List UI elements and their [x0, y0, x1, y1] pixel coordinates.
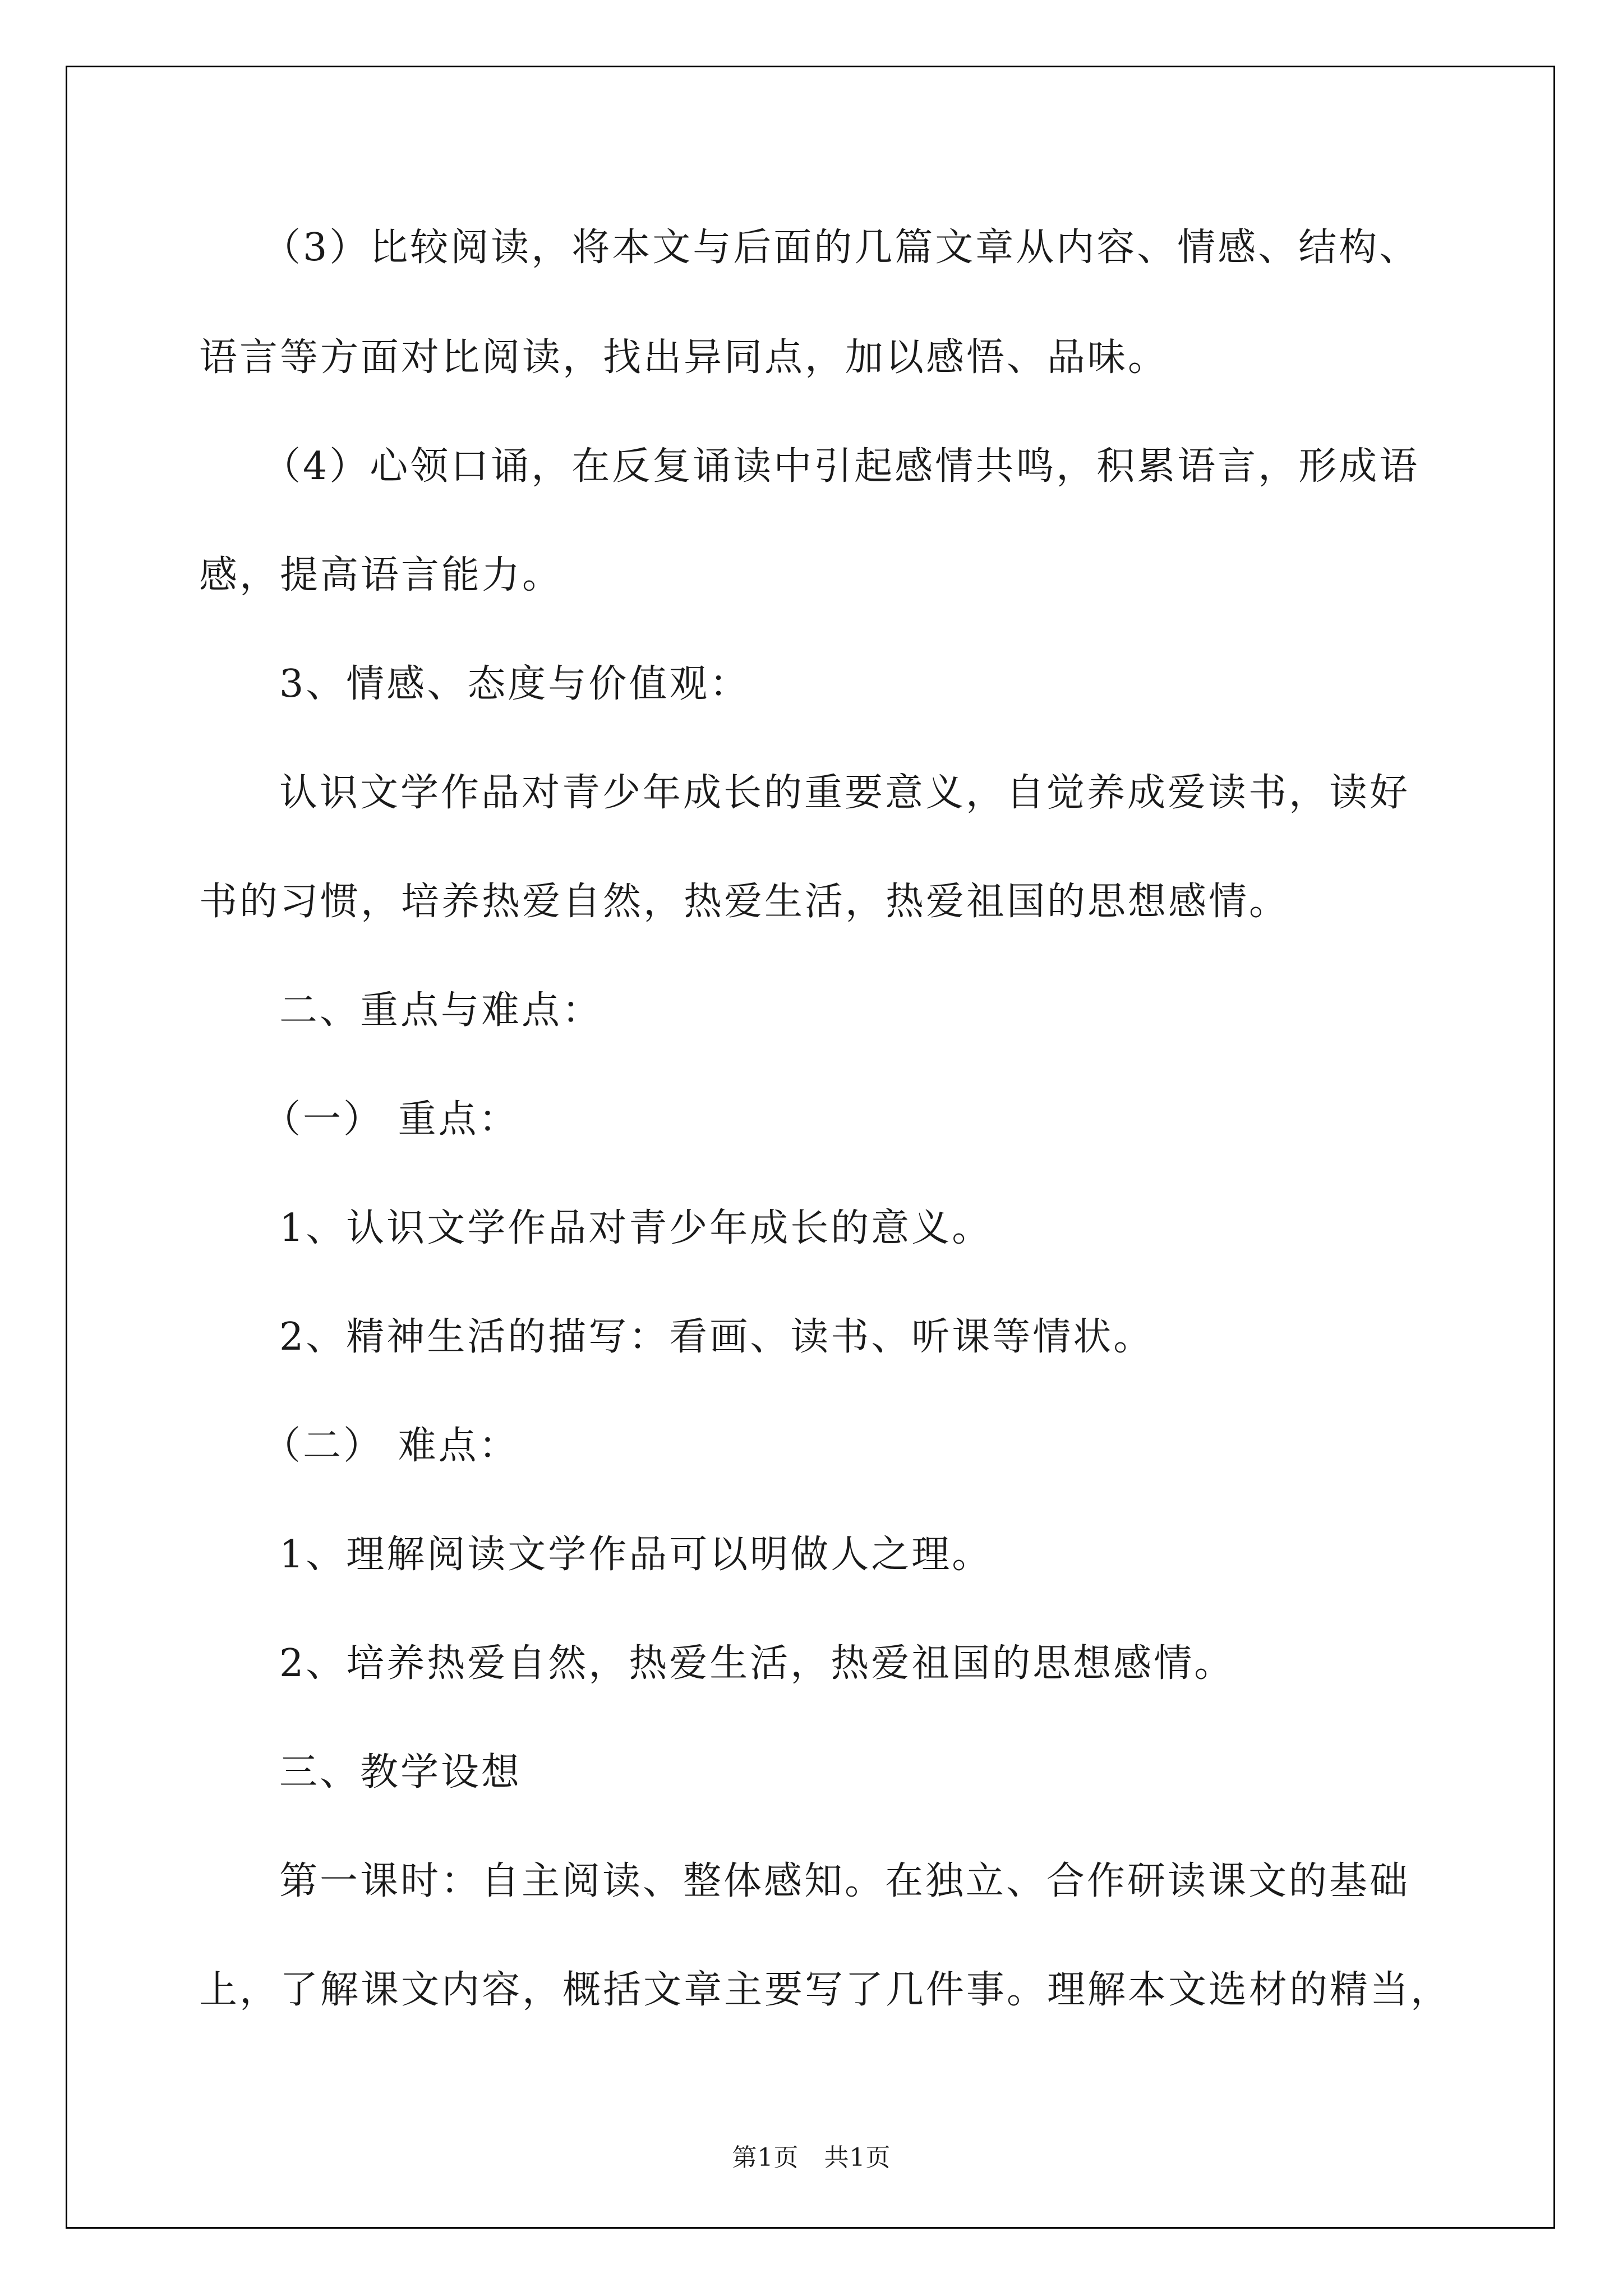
- section-heading: 二、重点与难点：: [279, 988, 603, 1033]
- text-line: （3）比较阅读，将本文与后面的几篇文章从内容、情感、结构、: [262, 226, 1420, 270]
- text-line: 第一课时：自主阅读、整体感知。在独立、合作研读课文的基础: [279, 1859, 1410, 1903]
- text-line: 认识文学作品对青少年成长的重要意义，自觉养成爱读书，读好: [279, 771, 1410, 815]
- text-line: 书的习惯，培养热爱自然，热爱生活，热爱祖国的思想感情。: [199, 880, 1290, 924]
- text-line: （4）心领口诵，在反复诵读中引起感情共鸣，积累语言，形成语: [262, 444, 1420, 489]
- text-line: 语言等方面对比阅读，找出异同点，加以感悟、品味。: [199, 335, 1169, 380]
- text-line: 2、精神生活的描写：看画、读书、听课等情状。: [279, 1315, 1154, 1359]
- subsection-heading: （一） 重点：: [262, 1097, 519, 1142]
- text-line: 1、理解阅读文学作品可以明做人之理。: [279, 1533, 993, 1577]
- text-line: 上，了解课文内容，概括文章主要写了几件事。理解本文选材的精当，: [199, 1968, 1451, 2012]
- section-heading: 三、教学设想: [279, 1750, 522, 1795]
- text-line: 感，提高语言能力。: [199, 553, 563, 597]
- text-line: 1、认识文学作品对青少年成长的意义。: [279, 1206, 993, 1250]
- subsection-heading: （二） 难点：: [262, 1424, 519, 1468]
- text-line: 2、培养热爱自然，热爱生活，热爱祖国的思想感情。: [279, 1641, 1235, 1686]
- page-number-footer: 第1页 共1页: [732, 2143, 891, 2172]
- text-line: 3、情感、态度与价值观：: [279, 662, 750, 706]
